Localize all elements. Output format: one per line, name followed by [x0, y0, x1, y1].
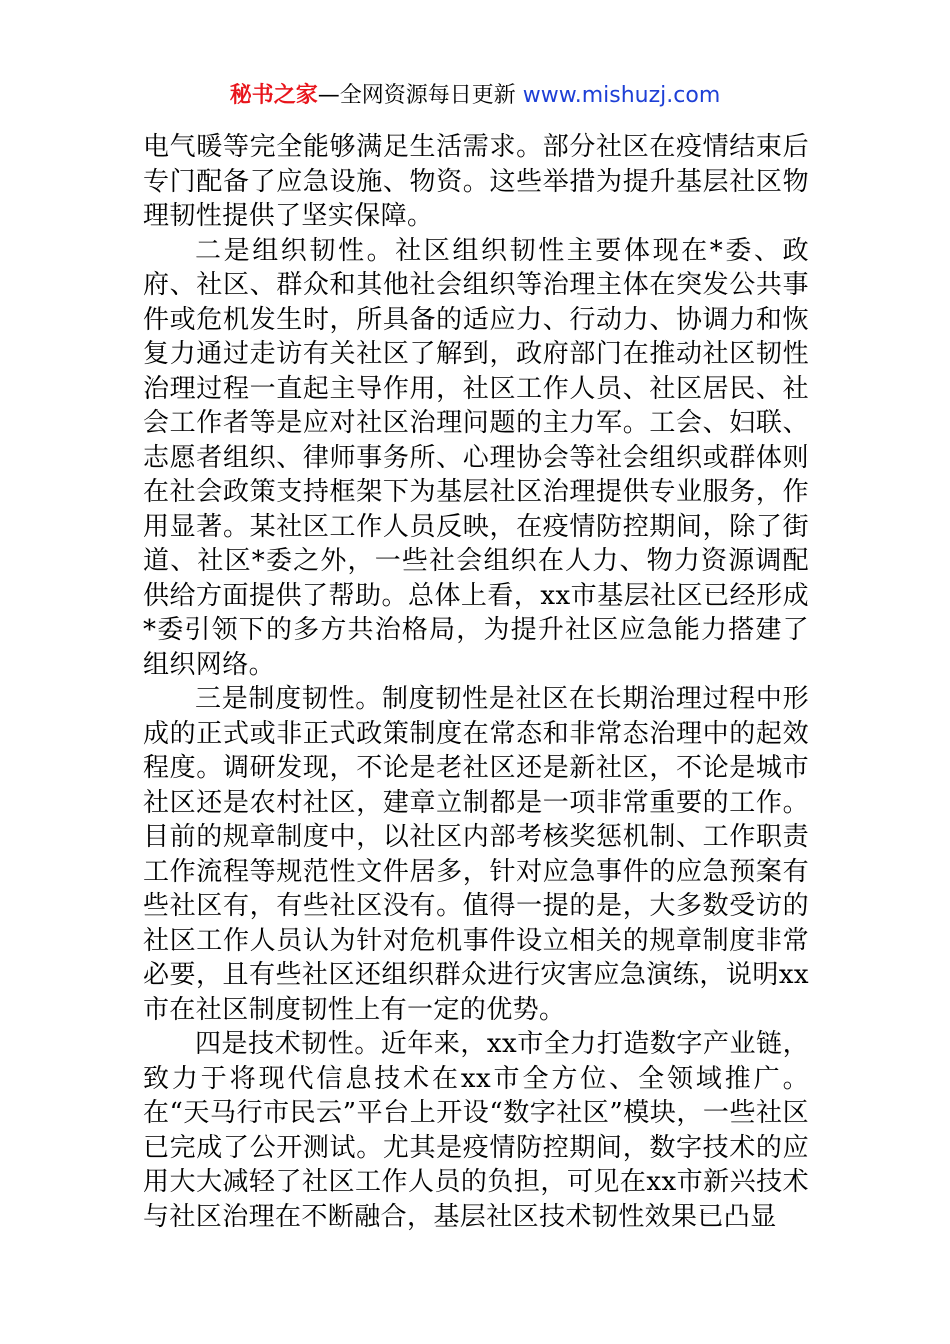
- brand-name: 秘书之家: [229, 83, 318, 108]
- site-url-link[interactable]: www.mishuzj.com: [522, 83, 721, 108]
- paragraph-institutional-resilience: 三是制度韧性。制度韧性是社区在长期治理过程中形成的正式或非正式政策制度在常态和非常态治理中的起效程度。调研发现，不论是老社区还是新社区，不论是城市社区还是农村社区，建章立制都是一项非常重要的工作。目前的规章制度中，以社区内部考核奖惩机制、工作职责工作流程等规范性文件居多，针对应急事件的应急预案有些社区有，有些社区没有。值得一提的是，大多数受访的社区工作人员认为针对危机事件设立相关的规章制度非常必要，且有些社区还组织群众进行灾害应急演练，说明xx市在社区制度韧性上有一定的优势。: [143, 684, 809, 1025]
- document-body: [143, 130, 809, 1234]
- paragraph-continuation: 电气暖等完全能够满足生活需求。部分社区在疫情结束后专门配备了应急设施、物资。这些举措为提升基层社区物理韧性提供了坚实保障。: [143, 132, 809, 231]
- paragraph-organizational-resilience: 二是组织韧性。社区组织韧性主要体现在*委、政府、社区、群众和其他社会组织等治理主体在突发公共事件或危机发生时，所具备的适应力、行动力、协调力和恢复力通过走访有关社区了解到，政府部门在推动社区韧性治理过程一直起主导作用，社区工作人员、社区居民、社会工作者等是应对社区治理问题的主力军。工会、妇联、志愿者组织、律师事务所、心理协会等社会组织或群体则在社会政策支持框架下为基层社区治理提供专业服务，作用显著。某社区工作人员反映，在疫情防控期间，除了街道、社区*委之外，一些社会组织在人力、物力资源调配供给方面提供了帮助。总体上看，xx市基层社区已经形成*委引领下的多方共治格局，为提升社区应急能力搭建了组织网络。: [143, 235, 809, 680]
- site-header: [0, 78, 950, 114]
- paragraph-technical-resilience: 四是技术韧性。近年来，xx市全力打造数字产业链，致力于将现代信息技术在xx市全方位、全领域推广。在“天马行市民云”平台上开设“数字社区”模块，一些社区已完成了公开测试。尤其是疫情防控期间，数字技术的应用大大减轻了社区工作人员的负担，可见在xx市新兴技术与社区治理在不断融合，基层社区技术韧性效果已凸显: [143, 1029, 809, 1232]
- header-tagline: —全网资源每日更新: [317, 83, 516, 108]
